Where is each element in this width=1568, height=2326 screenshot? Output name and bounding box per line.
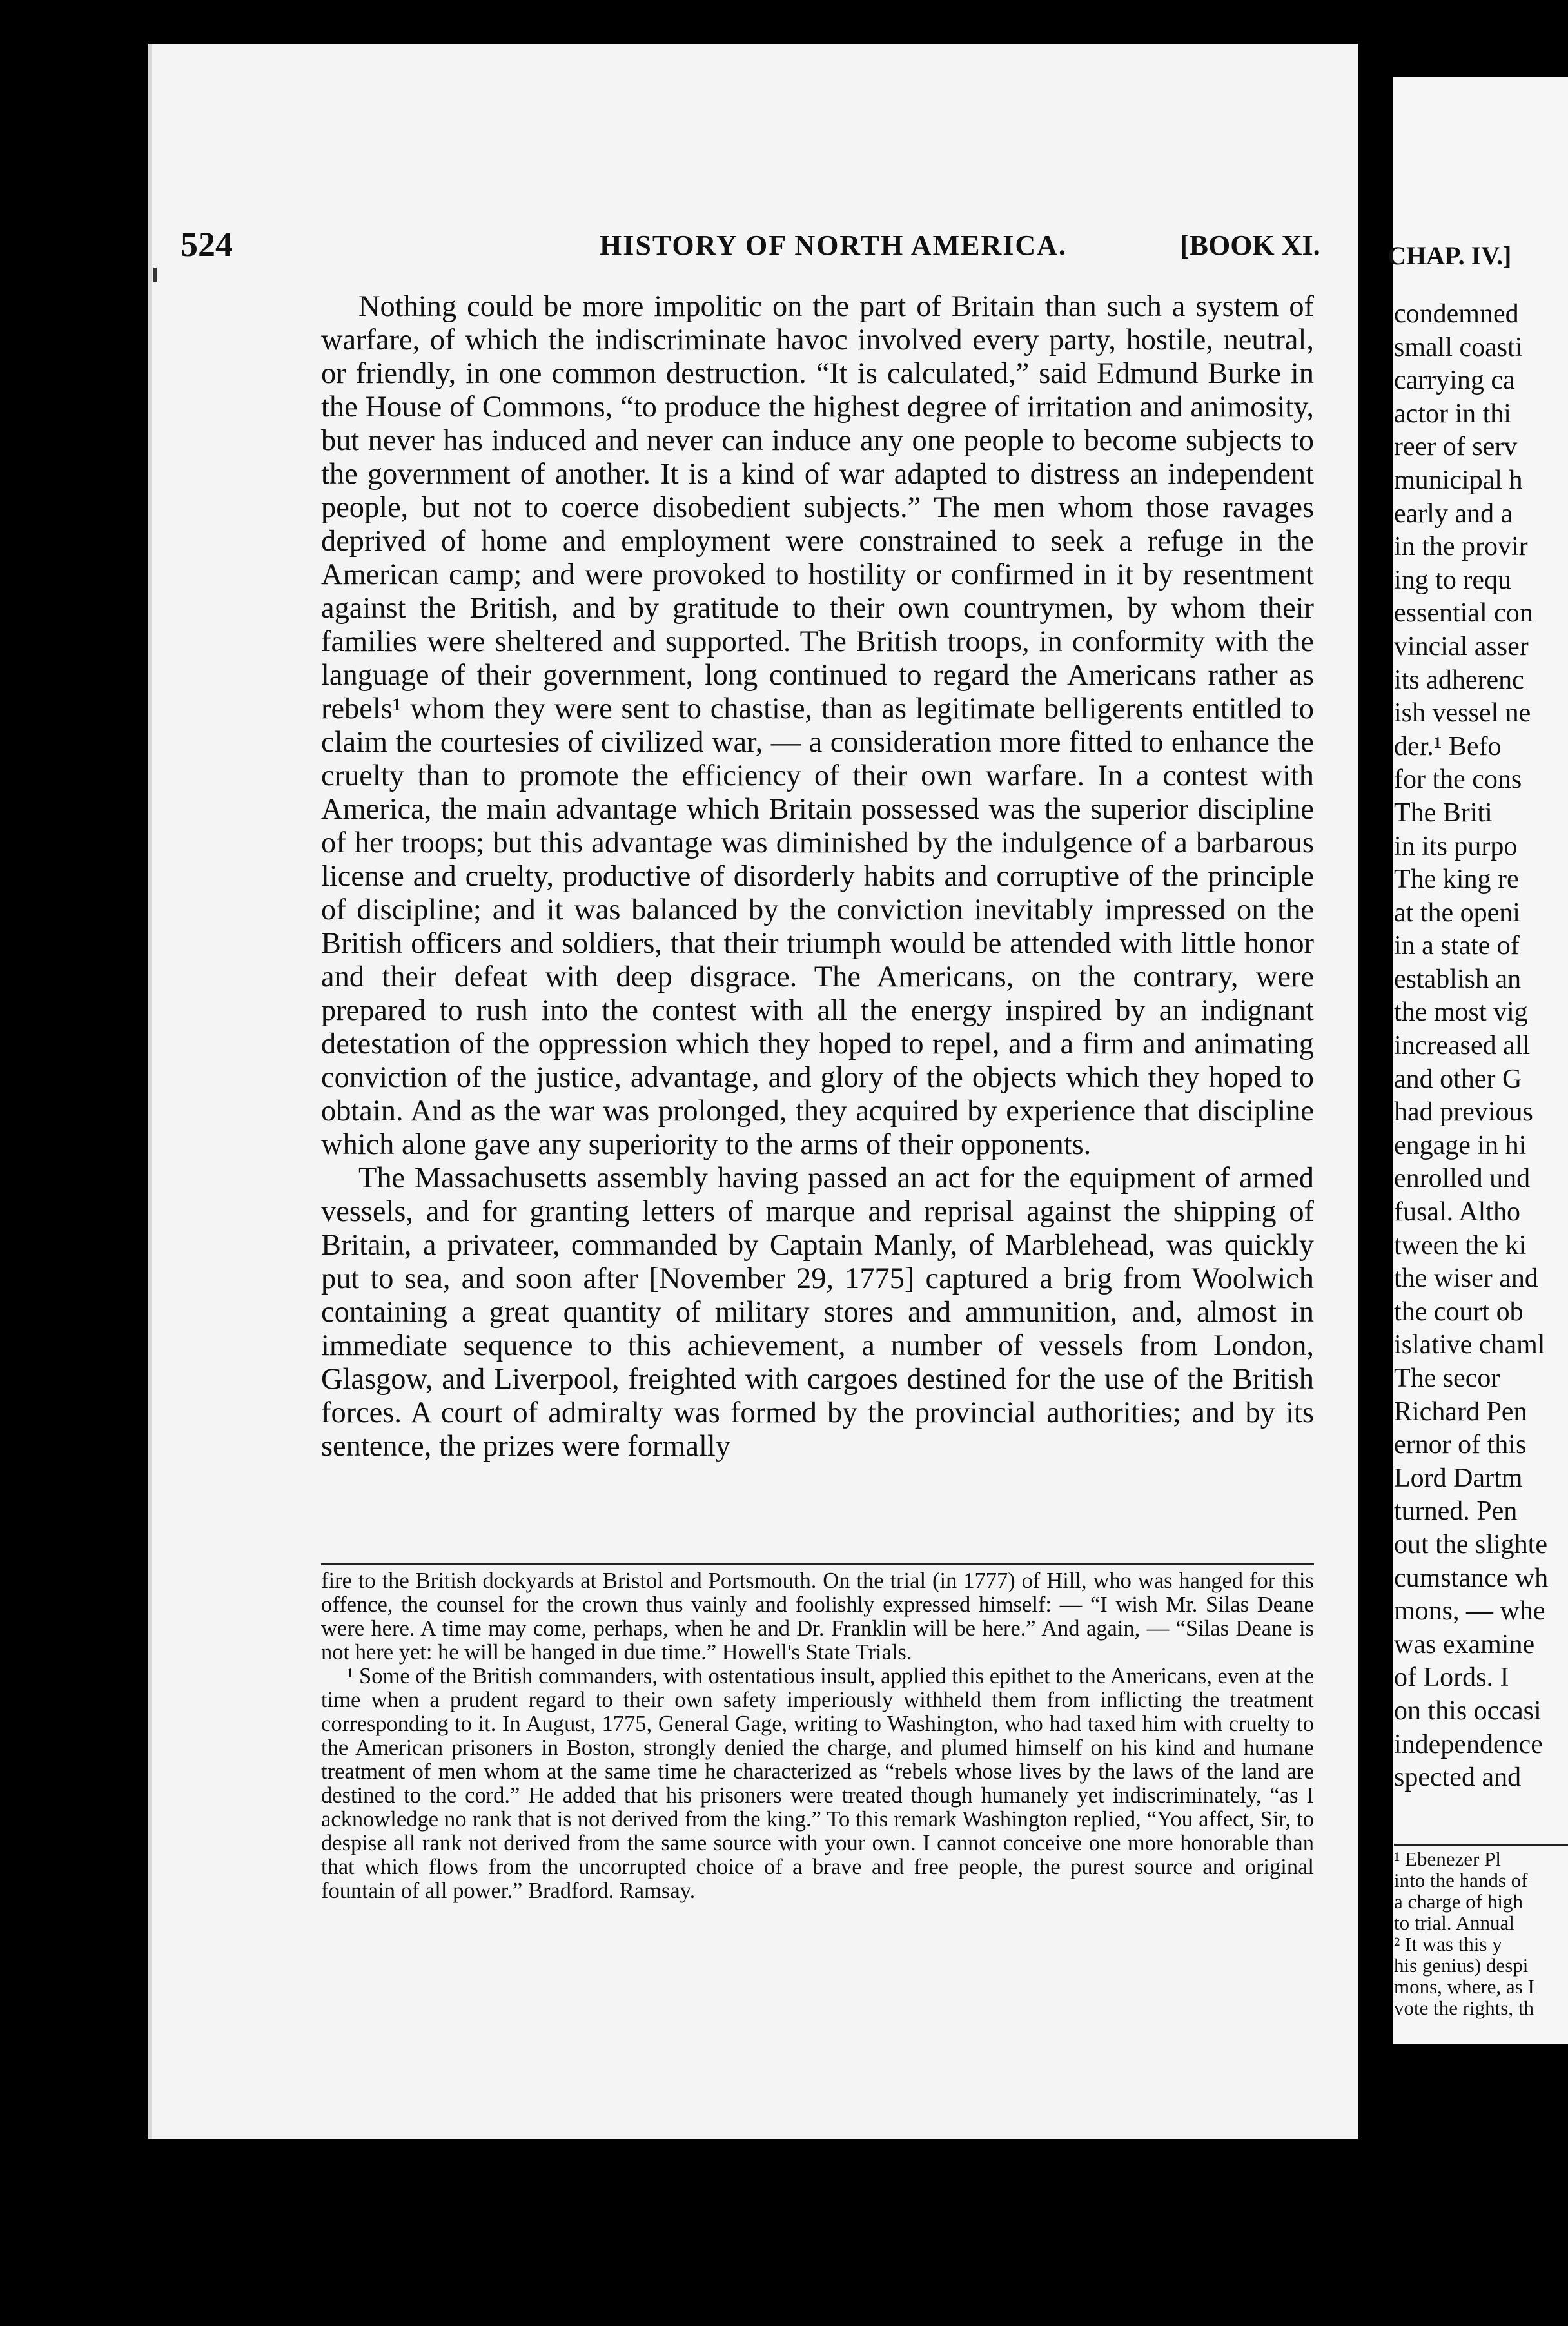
right-page-line: tween the ki — [1394, 1230, 1527, 1260]
right-page-line: cumstance wh — [1394, 1563, 1549, 1593]
right-page-line: independence — [1394, 1729, 1543, 1759]
right-page-text — [1394, 298, 1568, 1795]
right-page-line: carrying ca — [1394, 366, 1515, 396]
right-page-line: its adherenc — [1394, 665, 1524, 695]
right-page-line: The Briti — [1394, 797, 1493, 828]
right-page-line: at the openi — [1394, 897, 1520, 928]
right-page-line: establish an — [1394, 964, 1522, 994]
right-page-line: increased all — [1394, 1031, 1531, 1061]
right-page-line: der.¹ Befo — [1394, 731, 1502, 761]
right-page-line: out the slighte — [1394, 1529, 1547, 1559]
right-page-line: engage in hi — [1394, 1130, 1527, 1160]
right-page-line: vincial asser — [1394, 631, 1529, 661]
right-page-line: turned. Pen — [1394, 1496, 1518, 1527]
right-page-line: Lord Dartm — [1394, 1463, 1523, 1493]
right-page-line: and other G — [1394, 1064, 1522, 1094]
right-page-line: enrolled und — [1394, 1164, 1531, 1194]
right-page-line: the court ob — [1394, 1296, 1524, 1327]
book-reference: [BOOK XI. — [1180, 230, 1320, 261]
right-page-line: ernor of this — [1394, 1430, 1527, 1460]
right-page-footnote-line: ² It was this y — [1394, 1933, 1502, 1955]
right-page-line: in a state of — [1394, 931, 1520, 961]
right-page-footnote-line: into the hands of — [1394, 1869, 1528, 1891]
footnotes — [321, 1563, 1314, 1903]
right-page-line: on this occasi — [1394, 1696, 1542, 1726]
right-page-footnote-line: mons, where, as I — [1394, 1975, 1534, 1998]
right-page-line: The secor — [1394, 1363, 1500, 1393]
right-page-line: essential con — [1394, 598, 1533, 629]
right-page-line: municipal h — [1394, 465, 1523, 495]
right-page-line: mons, — whe — [1394, 1596, 1545, 1627]
paragraph: The Massachusetts assembly having passed an act for the equipment of armed vessels, and for granting letters of marque and reprisal against the shipping of Britain, a privateer, commanded by Captain Manly, of Marblehead, was quickly put to sea, and soon after [November 29, 1775] captured a brig from Woolwich containing a great quantity of military stores and ammunition, and, almost in immediate sequence to this achievement, a number of vessels from London, Glasgow, and Liverpool, freighted with cargoes destined for the use of the British forces. A court of admiralty was formed by the provincial authorities; and by its sentence, the prizes were formally — [321, 1162, 1314, 1463]
running-title: HISTORY OF NORTH AMERICA. — [600, 230, 1067, 261]
right-page-line: actor in thi — [1394, 398, 1511, 429]
right-page-line: early and a — [1394, 498, 1513, 529]
right-page-line: had previous — [1394, 1097, 1533, 1128]
footnote: ¹ Some of the British commanders, with ostentatious insult, applied this epithet to the Americans, even at the time when a prudent regard to their own safety imperiously withheld them from inflicting the treatment corresponding to it. In August, 1775, General Gage, writing to Washington, who had taxed him with cruelty to the American prisoners in Boston, strongly denied the charge, and plumed himself on his kind and humane treatment of men whom at the same time he characterized as “rebels whose lives by the laws of the land are destined to the cord.” He added that his prisoners were treated though humanely yet indiscriminately, “as I acknowledge no rank that is not derived from the king.” To this remark Washington replied, “You affect, Sir, to despise all rank not derived from the same source with your own. I cannot conceive one more honorable than that which flows from the uncorrupted choice of a brave and free people, the purest source and original fountain of all power.” Bradford. Ramsay. — [321, 1664, 1314, 1903]
right-page-line: for the cons — [1394, 765, 1522, 795]
right-page-line: of Lords. I — [1394, 1663, 1509, 1693]
right-page-heading: CHAP. IV.] — [1387, 241, 1512, 270]
right-page-line: the most vig — [1394, 997, 1528, 1028]
right-page-line: fusal. Altho — [1394, 1197, 1520, 1227]
footnote-continued: fire to the British dockyards at Bristol and Portsmouth. On the trial (in 1777) of Hill, who was hanged for this offence, the counsel for the crown thus vainly and foolishly expressed himself: — “I wish Mr. Silas Deane were here. A time may come, perhaps, when he and Dr. Franklin will be here.” And again, — “Silas Deane is not here yet: he will be hanged in due time.” Howell's State Trials. — [321, 1569, 1314, 1665]
right-page-line: in its purpo — [1394, 831, 1518, 861]
paragraph: Nothing could be more impolitic on the part of Britain than such a system of warfare, of which the indiscriminate havoc involved every party, hostile, neutral, or friendly, in one common destruction. “It is calculated,” said Edmund Burke in the House of Commons, “to produce the highest degree of irritation and animosity, but never has induced and never can induce any one people to become subjects to the government of another. It is a kind of war adapted to distress an independent people, but not to coerce disobedient subjects.” The men whom those ravages deprived of home and employment were constrained to seek a refuge in the American camp; and were provoked to hostility or confirmed in it by resentment against the British, and by gratitude to their own countrymen, by whom their families were sheltered and supported. The British troops, in conformity with the language of their government, long continued to regard the Americans rather as rebels¹ whom they were sent to chastise, than as legitimate belligerents entitled to claim the courtesies of civilized war, — a consideration more fitted to enhance the cruelty than to promote the efficiency of their own warfare. In a contest with America, the main advantage which Britain possessed was the superior discipline of her troops; but this advantage was diminished by the indulgence of a barbarous license and cruelty, productive of disorderly habits and corruptive of the principle of discipline; and it was balanced by the conviction inevitably impressed on the British officers and soldiers, that their triumph would be attended with little honor and their defeat with deep disgrace. The Americans, on the contrary, were prepared to rush into the contest with all the energy inspired by an indignant detestation of the oppression which they hoped to repel, and a firm and animating conviction of the justice, advantage, and glory of the objects which they hoped to obtain. And as the war was prolonged, they acquired by experience that discipline which alone gave any superiority to the arms of their opponents. — [321, 290, 1314, 1161]
right-page-footnote-line: to trial. Annual — [1394, 1911, 1514, 1934]
right-page-footnote-line: his genius) despi — [1394, 1954, 1529, 1977]
right-page-line: small coasti — [1394, 332, 1523, 362]
main-text — [321, 290, 1314, 1463]
right-page-line: ing to requ — [1394, 565, 1511, 595]
right-page-line: ish vessel ne — [1394, 698, 1531, 728]
page-number: 524 — [181, 225, 233, 264]
right-page-line: Richard Pen — [1394, 1396, 1527, 1427]
right-page-footnote-line: ¹ Ebenezer Pl — [1394, 1848, 1501, 1870]
right-page-line: reer of serv — [1394, 432, 1518, 462]
right-page-line: islative chaml — [1394, 1330, 1545, 1360]
right-page-line: was examine — [1394, 1629, 1535, 1659]
right-page-footnote-line: a charge of high — [1394, 1890, 1523, 1913]
right-page-footnotes — [1394, 1844, 1568, 2018]
right-page-line: condemned — [1394, 299, 1519, 329]
right-page-line: the wiser and — [1394, 1264, 1538, 1294]
right-page-line: The king re — [1394, 865, 1519, 895]
right-page-footnote-line: vote the rights, th — [1394, 1997, 1534, 2019]
right-page-line: in the provir — [1394, 532, 1528, 562]
right-page-line: spected and — [1394, 1763, 1522, 1793]
margin-mark — [153, 268, 157, 282]
